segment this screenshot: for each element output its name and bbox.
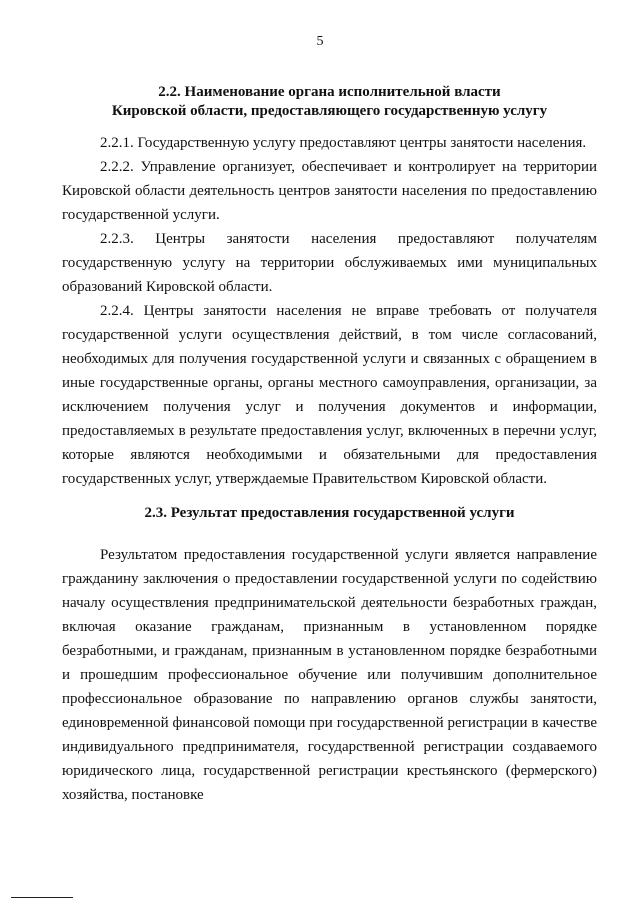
paragraph-2-2-3: 2.2.3. Центры занятости населения предоставляют получателям государственную услугу на территории обслуживаемых ими муниципальных образований Кировской области. xyxy=(62,231,597,295)
paragraph-2-2-2: 2.2.2. Управление организует, обеспечивает и контролирует на территории Кировской области деятельность центров занятости населения по предоставлению государственной услуги. xyxy=(62,159,597,223)
paragraph-2-2-4: 2.2.4. Центры занятости населения не вправе требовать от получателя государственной услуги осуществления действий, в том числе согласований, необходимых для получения государственной услуги и связанных с обращением в иные государственные органы, органы местного самоуправления, организации, за исключением получения услуг и получения документов и информации, предоставляемых в результате предоставления услуг, включенных в перечни услуг, которые являются необходимыми и обязательными для предоставления государственных услуг, утверждаемые Правительством Кировской области. xyxy=(62,303,597,487)
section-2-3-title: 2.3. Результат предоставления государственной услуги xyxy=(144,505,515,521)
paragraph-2-2-1: 2.2.1. Государственную услугу предоставляют центры занятости населения. xyxy=(100,135,587,151)
section-2-2-title-line2: Кировской области, предоставляющего государственную услугу xyxy=(111,103,548,119)
footer-rule xyxy=(11,897,73,898)
section-2-2-title-line1: 2.2. Наименование органа исполнительной власти xyxy=(158,84,501,100)
paragraph-2-3-result: Результатом предоставления государственной услуги является направление гражданину заключения о предоставлении государственной услуги по содействию началу осуществления предпринимательской деятельности безработных граждан, включая оказание гражданам, признанным в установленном порядке безработными, и гражданам, признанным в установленном порядке безработными и прошедшим профессиональное обучение или получившим дополнительное профессиональное образование по направлению органов службы занятости, единовременной финансовой помощи при государственной регистрации в качестве индивидуального предпринимателя, государственной регистрации создаваемого юридического лица, государственной регистрации крестьянского (фермерского) хозяйства, постановке xyxy=(62,547,597,803)
document-body xyxy=(62,83,597,807)
page-number: 5 xyxy=(316,34,324,49)
section-2-2-title xyxy=(62,83,597,121)
